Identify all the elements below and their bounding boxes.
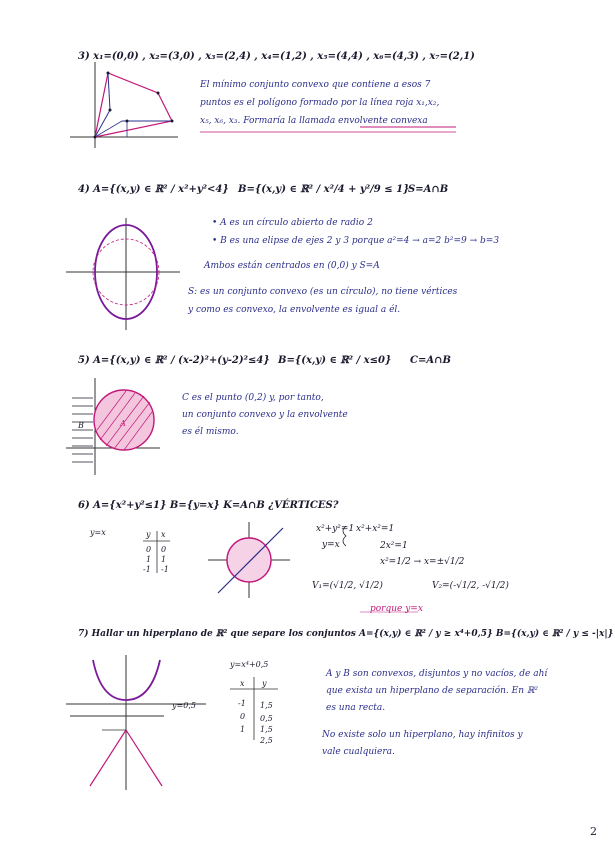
p7-table-title: y=x⁴+0,5 xyxy=(230,660,269,669)
p4-header-s: S=A∩B xyxy=(408,184,449,195)
p6-row2-c1: -1 xyxy=(161,565,169,574)
p7-row3-c1: 2,5 xyxy=(260,736,273,745)
p4-conclusion-2: y como es convexo, la envolvente es igual a él. xyxy=(188,305,401,315)
p6-solve-3: x²=1/2 → x=±√1/2 xyxy=(380,557,465,567)
p6-header: 6) A={x²+y²≤1} B={y=x} K=A∩B ¿VÉRTICES? xyxy=(78,500,339,511)
p7-line-label: y=0,5 xyxy=(172,701,196,710)
p3-header: 3) x₁=(0,0) , x₂=(3,0) , x₃=(2,4) , x₄=(1,2) , x₅=(4,4) , x₆=(4,3) , x₇=(2,1) xyxy=(78,51,475,62)
p6-graph xyxy=(208,522,290,598)
p6-system-1: x²+y²=1 xyxy=(316,524,355,534)
p6-solve-1: x²+x²=1 xyxy=(356,524,395,534)
p7-row0-c0: -1 xyxy=(238,699,246,708)
p6-row1-c0: 1 xyxy=(146,555,152,564)
p7-row2-c0: 1 xyxy=(240,725,246,734)
p7-graph xyxy=(66,655,206,790)
p5-header-a: 5) A={(x,y) ∈ ℝ² / (x-2)²+(y-2)²≤4} xyxy=(78,355,270,366)
p7-row0-c1: 1,5 xyxy=(260,701,273,710)
p5-text-line-1: C es el punto (0,2) y, por tanto, xyxy=(182,393,324,403)
p6-v1: V₁=(√1/2, √1/2) xyxy=(312,581,383,591)
p6-table-h1: x xyxy=(161,530,166,539)
p6-note: porque y=x xyxy=(370,604,423,614)
p3-text-line-1: El mínimo conjunto convexo que contiene a esos 7 xyxy=(200,80,431,90)
p5-label-b: B xyxy=(78,421,84,430)
p6-system-2: y=x xyxy=(322,540,340,550)
p5-text-line-3: es él mismo. xyxy=(182,427,239,437)
p7-text-line-1: A y B son convexos, disjuntos y no vacíos, de ahí xyxy=(326,669,548,679)
p5-header-b: B={(x,y) ∈ ℝ² / x≤0} xyxy=(278,355,392,366)
p7-table-h0: x xyxy=(240,679,245,688)
p6-row0-c1: 0 xyxy=(161,545,167,554)
p3-graph xyxy=(70,62,178,148)
p7-row1-c1: 0,5 xyxy=(260,714,273,723)
p4-bullet-1: • A es un círculo abierto de radio 2 xyxy=(212,218,373,228)
p3-text-line-2: puntos es el polígono formado por la línea roja x₁,x₂, xyxy=(200,98,440,108)
page-number: 2 xyxy=(590,825,597,838)
p7-row2-c1: 1,5 xyxy=(260,725,273,734)
p7-table-h1: y xyxy=(262,679,267,688)
p4-header-b: B={(x,y) ∈ ℝ² / x²/4 + y²/9 ≤ 1} xyxy=(238,184,410,195)
p7-row1-c0: 0 xyxy=(240,712,246,721)
p7-text-line-3: es una recta. xyxy=(326,703,386,713)
p4-bullet-2: • B es una elipse de ejes 2 y 3 porque a²=4 → a=2 b²=9 → b=3 xyxy=(212,236,500,246)
p7-header: 7) Hallar un hiperplano de ℝ² que separe los conjuntos A={(x,y) ∈ ℝ² / y ≥ x⁴+0,5} B={(x,y) ∈ ℝ² / y ≤ -|x|} xyxy=(78,629,614,639)
p3-text-line-3: x₅, x₆, x₃. Formaría la llamada envolvente convexa xyxy=(200,116,428,126)
p7-text-line-2: que exista un hiperplano de separación. En ℝ² xyxy=(326,686,538,696)
p4-centered: Ambos están centrados en (0,0) y S=A xyxy=(204,261,380,271)
p4-conclusion-1: S: es un conjunto convexo (es un círculo), no tiene vértices xyxy=(188,287,458,297)
p5-text-line-2: un conjunto convexo y la envolvente xyxy=(182,410,348,420)
p6-v2: V₂=(-√1/2, -√1/2) xyxy=(432,581,509,591)
p6-table-title: y=x xyxy=(90,528,106,537)
p6-row0-c0: 0 xyxy=(146,545,152,554)
p6-table-h0: y xyxy=(146,530,151,539)
p6-solve-2: 2x²=1 xyxy=(380,541,408,551)
p5-label-a: A xyxy=(120,419,126,428)
p4-graph xyxy=(66,218,180,330)
p6-row2-c0: -1 xyxy=(143,565,151,574)
p7-text-line-4: No existe solo un hiperplano, hay infinitos y xyxy=(322,730,523,740)
p4-header-a: 4) A={(x,y) ∈ ℝ² / x²+y²<4} xyxy=(78,184,229,195)
p6-row1-c1: 1 xyxy=(161,555,167,564)
p7-text-line-5: vale cualquiera. xyxy=(322,747,395,757)
p5-header-c: C=A∩B xyxy=(410,355,451,366)
